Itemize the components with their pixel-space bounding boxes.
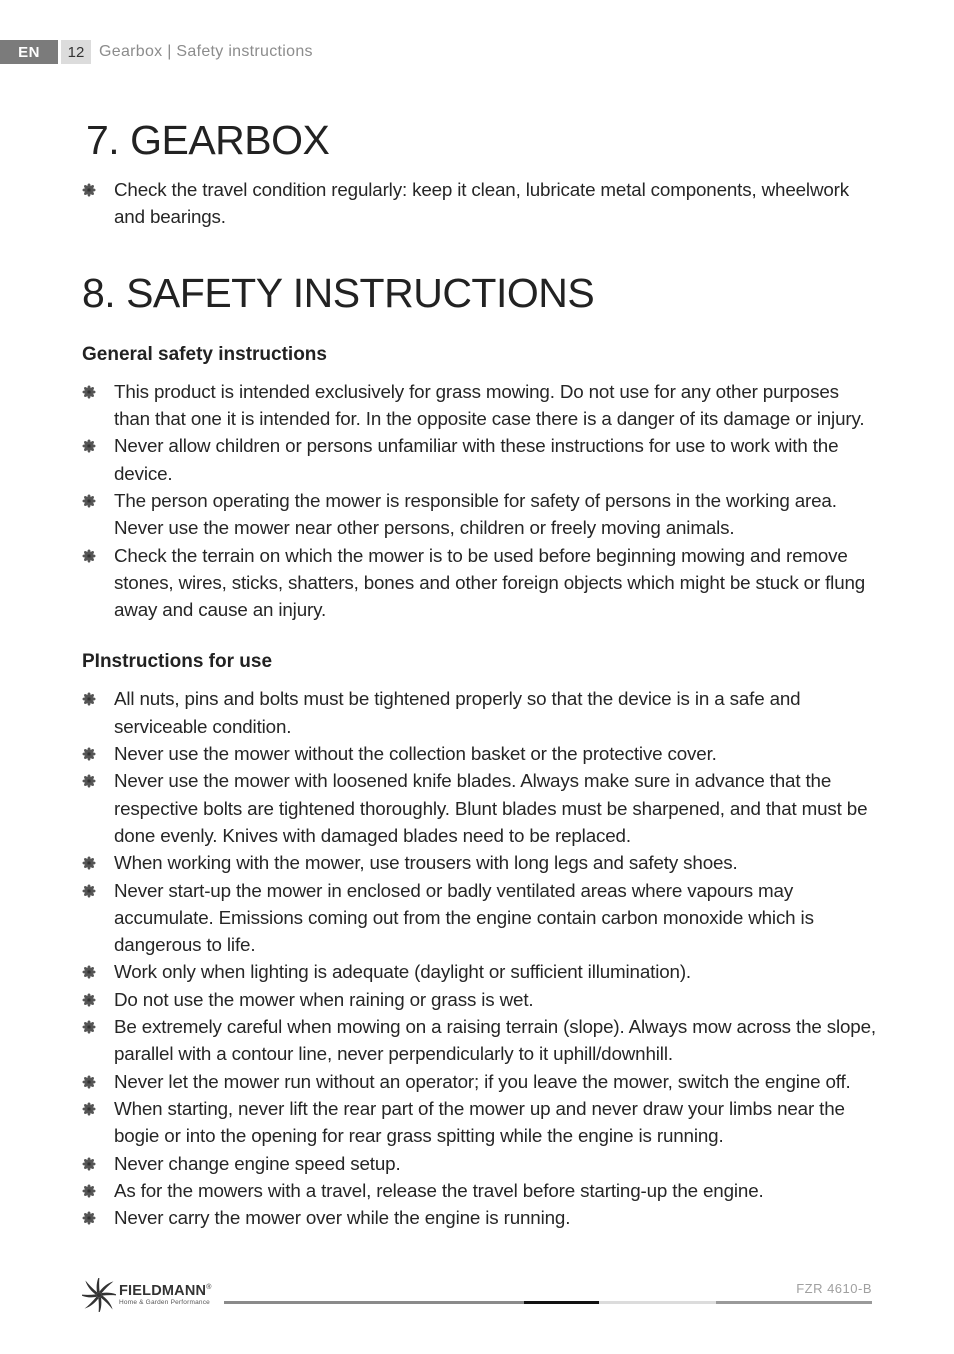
instructions-for-use-heading: PInstructions for use — [82, 651, 273, 673]
flower-bullet-icon — [82, 1075, 96, 1089]
list-item — [82, 1150, 878, 1177]
list-item — [82, 767, 878, 849]
page-content — [82, 118, 878, 1231]
list-item-text: Be extremely careful when mowing on a raising terrain (slope). Always mow across the slope, parallel with a contour line, never perpendicularly to it uphill/downhill. — [114, 1016, 876, 1065]
list-item-text: Never let the mower run without an operator; if you leave the mower, switch the engine off. — [114, 1070, 851, 1092]
flower-bullet-icon — [82, 1102, 96, 1116]
flower-bullet-icon — [82, 993, 96, 1007]
flower-bullet-icon — [82, 884, 96, 898]
footer-rule-mid — [716, 1301, 872, 1304]
list-item-text: Never carry the mower over while the engine is running. — [114, 1207, 571, 1229]
list-item-text: As for the mowers with a travel, release the travel before starting-up the engine. — [114, 1179, 764, 1201]
gearbox-title: 7. GEARBOX — [86, 117, 330, 163]
list-item-text: Check the travel condition regularly: keep it clean, lubricate metal components, wheelwork and bearings. — [114, 179, 849, 228]
flower-bullet-icon — [82, 1020, 96, 1034]
list-item-text: When starting, never lift the rear part of the mower up and never draw your limbs near the bogie or into the opening for rear grass spitting while the engine is running. — [114, 1097, 845, 1147]
list-item-text: All nuts, pins and bolts must be tightened properly so that the device is in a safe and serviceable condition. — [114, 688, 801, 737]
language-tab: EN — [0, 40, 58, 64]
list-item — [82, 1204, 878, 1231]
list-item-text: This product is intended exclusively for grass mowing. Do not use for any other purposes than that one it is intended for. In the opposite case there is a danger of its damage or injury. — [114, 380, 865, 430]
flower-bullet-icon — [82, 494, 96, 508]
list-item — [82, 1177, 878, 1204]
general-safety-list — [82, 378, 878, 624]
list-item — [82, 542, 878, 624]
list-item — [82, 487, 878, 542]
list-item — [82, 958, 878, 985]
fieldmann-swirl-logo-icon — [82, 1278, 116, 1312]
list-item-text: Never use the mower with loosened knife blades. Always make sure in advance that the respective bolts are tightened thoroughly. Blunt blades must be sharpened, and that must be done evenly. Knives with damaged blades need to be replaced. — [114, 770, 868, 846]
list-item — [82, 1013, 878, 1068]
flower-bullet-icon — [82, 1211, 96, 1225]
list-item-text: Never allow children or persons unfamiliar with these instructions for use to work with the device. — [114, 435, 839, 484]
list-item — [82, 432, 878, 487]
flower-bullet-icon — [82, 965, 96, 979]
brand-name: FIELDMANN® — [119, 1282, 212, 1299]
list-item — [82, 1068, 878, 1095]
list-item-text: Never start-up the mower in enclosed or badly ventilated areas where vapours may accumulate. Emissions coming out from the engine contain carbon monoxide which is dangerous to life. — [114, 879, 814, 956]
flower-bullet-icon — [82, 856, 96, 870]
flower-bullet-icon — [82, 1184, 96, 1198]
page-number: 12 — [61, 40, 91, 64]
instructions-for-use-list — [82, 685, 878, 1231]
footer-rule-black — [524, 1301, 599, 1304]
brand-logo — [82, 1278, 212, 1312]
list-item-text: Check the terrain on which the mower is to be used before beginning mowing and remove stones, wires, sticks, shatters, bones and other foreign objects which might be stuck or flung away and cause an injury. — [114, 544, 866, 621]
page-footer — [82, 1276, 872, 1316]
gearbox-list — [82, 176, 878, 231]
section-breadcrumb: Gearbox | Safety instructions — [99, 43, 313, 60]
flower-bullet-icon — [82, 439, 96, 453]
list-item-text: When working with the mower, use trousers with long legs and safety shoes. — [114, 852, 738, 874]
list-item — [82, 685, 878, 740]
flower-bullet-icon — [82, 747, 96, 761]
list-item — [82, 740, 878, 767]
list-item-text: Never use the mower without the collection basket or the protective cover. — [114, 743, 717, 765]
list-item — [82, 877, 878, 959]
footer-rule-light — [599, 1301, 716, 1304]
flower-bullet-icon — [82, 183, 96, 197]
list-item — [82, 378, 878, 433]
list-item-text: The person operating the mower is responsible for safety of persons in the working area. Never use the mower near other persons, children or freely moving animals. — [114, 489, 837, 539]
list-item-text: Do not use the mower when raining or grass is wet. — [114, 988, 534, 1010]
list-item — [82, 1095, 878, 1150]
list-item — [82, 986, 878, 1013]
page-header — [0, 40, 313, 64]
list-item-text: Work only when lighting is adequate (daylight or sufficient illumination). — [114, 961, 691, 983]
model-number: FZR 4610-B — [796, 1281, 872, 1296]
flower-bullet-icon — [82, 549, 96, 563]
safety-title: 8. SAFETY INSTRUCTIONS — [82, 269, 595, 316]
list-item — [82, 849, 878, 876]
footer-rule-grey — [224, 1301, 524, 1304]
list-item-text: Never change engine speed setup. — [114, 1152, 401, 1174]
list-item — [82, 176, 878, 231]
brand-tagline: Home & Garden Performance — [119, 1299, 210, 1306]
flower-bullet-icon — [82, 385, 96, 399]
flower-bullet-icon — [82, 1157, 96, 1171]
flower-bullet-icon — [82, 774, 96, 788]
general-safety-heading: General safety instructions — [82, 343, 327, 365]
flower-bullet-icon — [82, 692, 96, 706]
